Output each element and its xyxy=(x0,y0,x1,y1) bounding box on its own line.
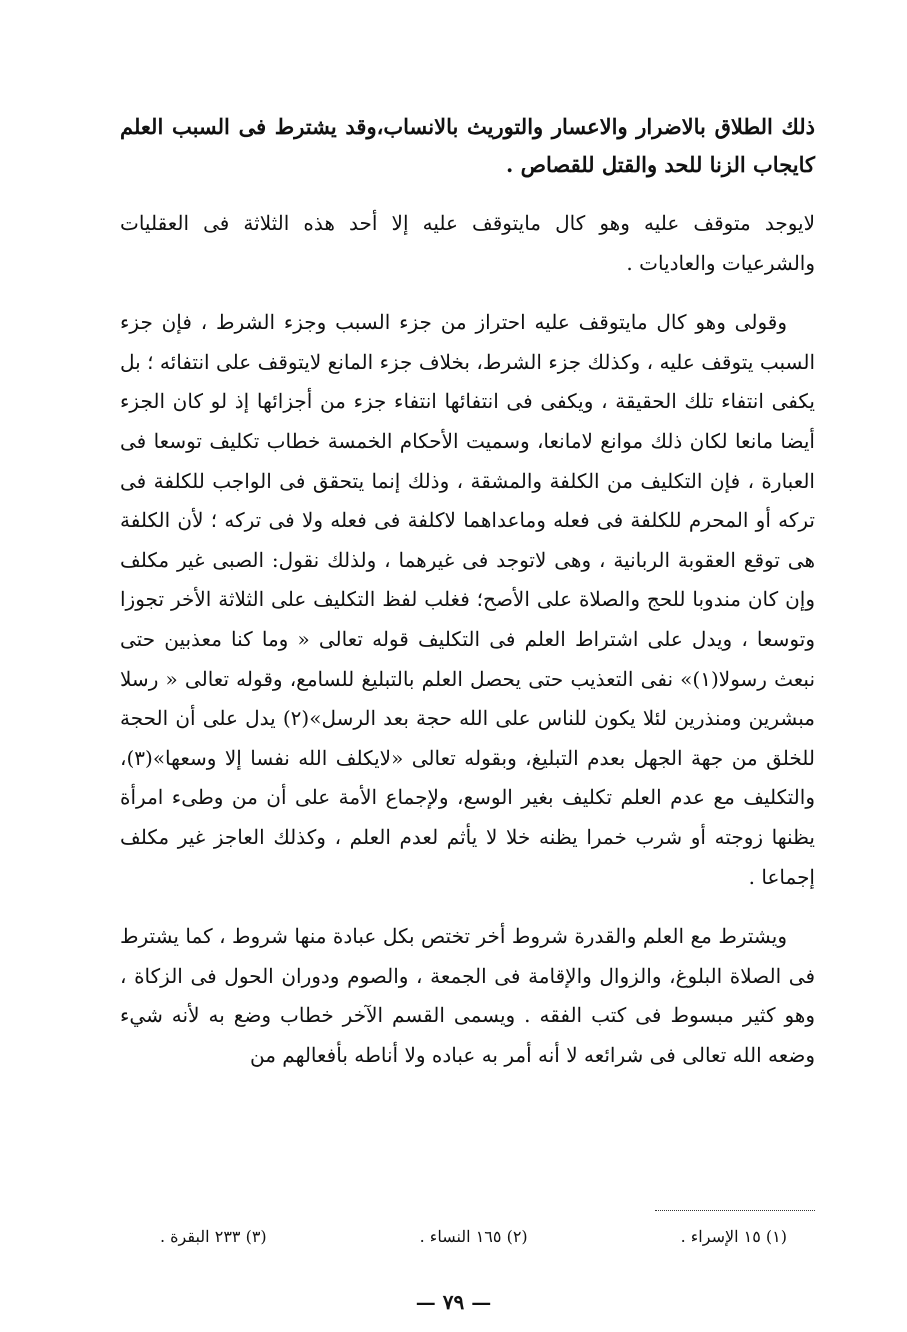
footnote-2: (٢) ١٦٥ النساء . xyxy=(419,1227,528,1246)
paragraph-3: ويشترط مع العلم والقدرة شروط أخر تختص بكل عبادة منها شروط ، كما يشترط فى الصلاة البلوغ، والزوال والإقامة فى الجمعة ، والصوم ودوران الحول فى الزكاة ، وهو كثير مبسوط فى كتب الفقه . ويسمى القسم الآخر خطاب وضع به لأنه شيء وضعه الله تعالى فى شرائعه لا أنه أمر به عباده ولا أناطه بأفعالهم من xyxy=(120,924,815,1067)
page-number: — ٧٩ — xyxy=(415,1290,492,1314)
paragraph-2: وقولى وهو كال مايتوقف عليه احتراز من جزء السبب وجزء الشرط ، فإن جزء السبب يتوقف عليه ، وكذلك جزء الشرط، بخلاف جزء المانع لايتوقف على انتفائه ؛ بل يكفى انتفاء تلك الحقيقة ، ويكفى فى انتفائها انتفاء جزء من أجزائها إذ لو كان الجزء أيضا مانعا لكان ذلك موانع لامانعا، وسميت الأحكام الخمسة خطاب تكليف توسعا فى العبارة ، فإن التكليف من الكلفة والمشقة ، وذلك إنما يتحقق فى الواجب للكلفة فى تركه أو المحرم للكلفة فى فعله وماعداهما لاكلفة فى فعله ولا فى تركه ؛ لأن الكلفة هى توقع العقوبة الربانية ، وهى لاتوجد فى غيرهما ، ولذلك نقول: الصبى غير مكلف وإن كان مندوبا للحج والصلاة على الأصح؛ فغلب لفظ التكليف على الثلاثة الأخر تجوزا وتوسعا ، ويدل على اشتراط العلم فى التكليف قوله تعالى « وما كنا معذبين حتى نبعث رسولا(١)» نفى التعذيب حتى يحصل العلم بالتبليغ للسامع، وقوله تعالى « رسلا مبشرين ومنذرين لئلا يكون للناس على الله حجة بعد الرسل»(٢) يدل على أن الحجة للخلق من جهة الجهل بعدم التبليغ، وبقوله تعالى «لايكلف الله نفسا إلا وسعها»(٣)، والتكليف مع عدم العلم تكليف بغير الوسع، ولإجماع الأمة على أن من وطىء امرأة يظنها زوجته أو شرب خمرا يظنه خلا لا يأثم لعدم العلم ، وكذلك العاجز غير مكلف إجماعا . xyxy=(120,310,816,889)
footnote-1: (١) ١٥ الإسراء . xyxy=(680,1227,787,1246)
footnote-divider xyxy=(655,1210,815,1211)
footnotes xyxy=(160,1227,787,1246)
footnote-3: (٣) ٢٣٣ البقرة . xyxy=(160,1227,267,1246)
section-heading: ذلك الطلاق بالاضرار والاعسار والتوريث بالانساب،وقد يشترط فى السبب العلم كايجاب الزنا للحد والقتل للقصاص . xyxy=(120,114,815,177)
paragraph-1: لايوجد متوقف عليه وهو كال مايتوقف عليه إلا أحد هذه الثلاثة فى العقليات والشرعيات والعاديات . xyxy=(120,211,815,275)
